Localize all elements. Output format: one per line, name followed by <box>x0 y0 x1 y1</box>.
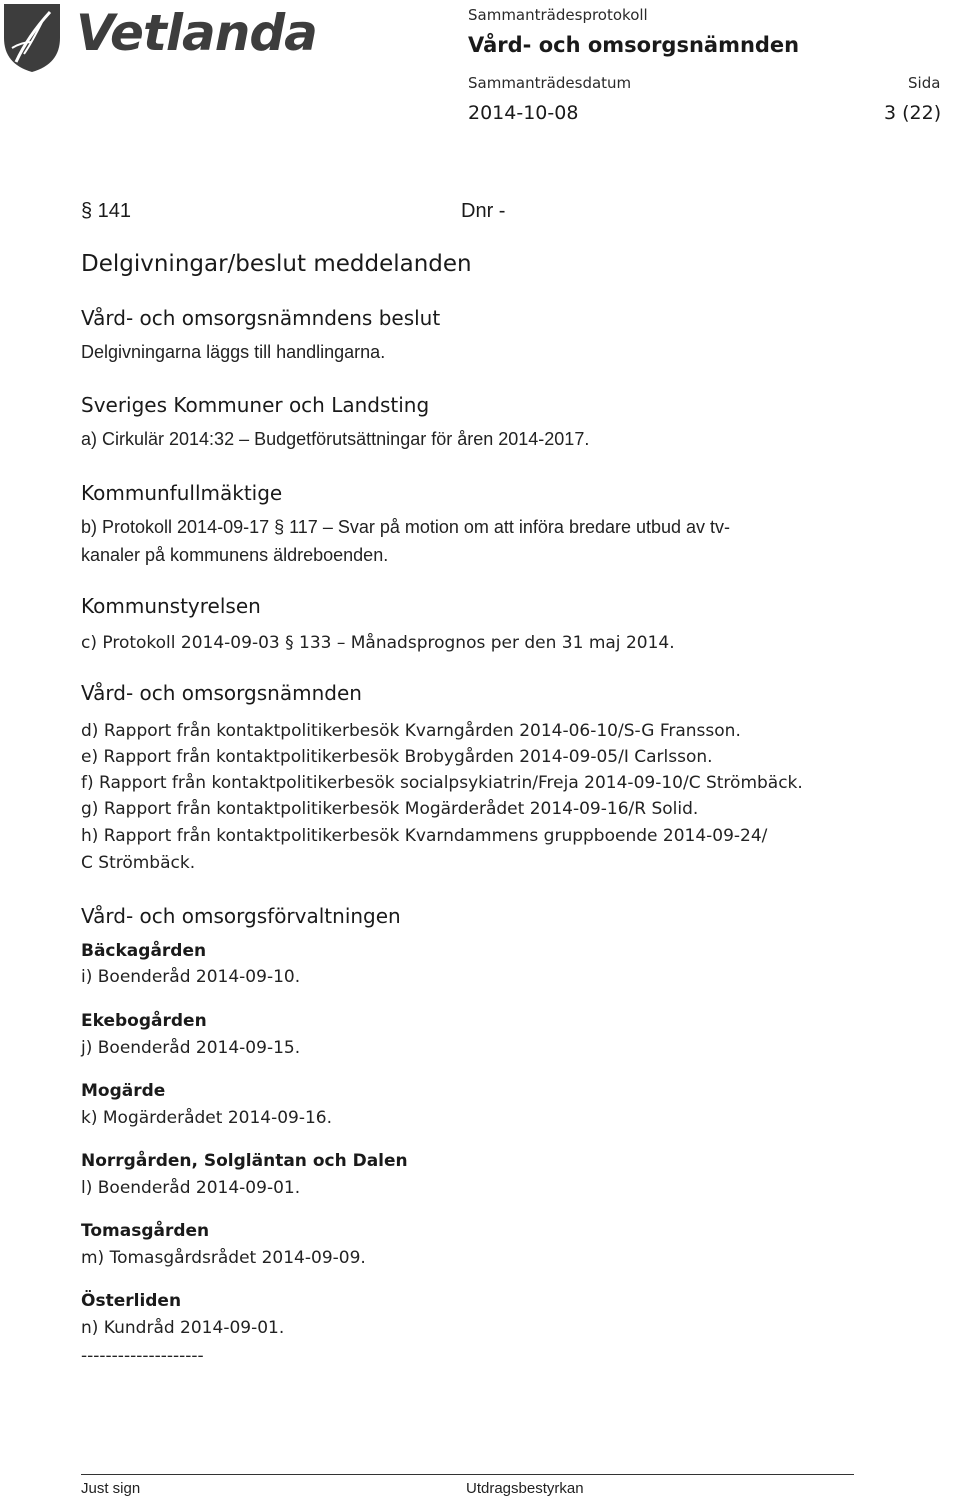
group-name: Österliden <box>81 1291 182 1311</box>
item-a: a) Cirkulär 2014:32 – Budgetförutsättningar för åren 2014-2017. <box>81 429 590 449</box>
date-label: Sammanträdesdatum <box>468 74 632 92</box>
kf-heading: Kommunfullmäktige <box>81 481 283 505</box>
group-name: Norrgården, Solgläntan och Dalen <box>81 1151 408 1171</box>
paragraph-number: § 141 <box>81 200 132 222</box>
item-f: f) Rapport från kontaktpolitikerbesök socialpsykiatrin/Freja 2014-09-10/C Strömbäck. <box>81 773 803 793</box>
just-sign-label: Just sign <box>81 1480 141 1497</box>
vof-heading: Vård- och omsorgsförvaltningen <box>81 904 401 928</box>
group-item: n) Kundråd 2014-09-01. <box>81 1318 285 1338</box>
group-item: m) Tomasgårdsrådet 2014-09-09. <box>81 1248 366 1268</box>
group-name: Ekebogården <box>81 1011 207 1031</box>
group-item: i) Boenderåd 2014-09-10. <box>81 967 301 987</box>
dnr-label: Dnr - <box>461 200 506 222</box>
skl-heading: Sveriges Kommuner och Landsting <box>81 393 430 417</box>
von-heading: Vård- och omsorgsnämnden <box>81 681 362 705</box>
item-b-line2: kanaler på kommunens äldreboenden. <box>81 545 389 565</box>
page-label: Sida <box>908 74 941 92</box>
extract-label: Utdragsbestyrkan <box>466 1480 584 1497</box>
item-c: c) Protokoll 2014-09-03 § 133 – Månadsprognos per den 31 maj 2014. <box>81 633 675 653</box>
doc-type: Sammanträdesprotokoll <box>468 6 648 24</box>
ks-heading: Kommunstyrelsen <box>81 594 261 618</box>
end-marker: -------------------- <box>81 1346 204 1366</box>
group-item: k) Mogärderådet 2014-09-16. <box>81 1108 333 1128</box>
item-d: d) Rapport från kontaktpolitikerbesök Kvarngården 2014-06-10/S-G Fransson. <box>81 721 741 741</box>
group-item: j) Boenderåd 2014-09-15. <box>81 1038 301 1058</box>
group-name: Bäckagården <box>81 941 207 961</box>
group-name: Mogärde <box>81 1081 166 1101</box>
decision-text: Delgivningarna läggs till handlingarna. <box>81 342 386 362</box>
group-name: Tomasgården <box>81 1221 210 1241</box>
committee-name: Vård- och omsorgsnämnden <box>468 33 800 57</box>
item-e: e) Rapport från kontaktpolitikerbesök Brobygården 2014-09-05/I Carlsson. <box>81 747 713 767</box>
logo-emblem <box>2 2 62 74</box>
logo-wordmark: Vetlanda <box>76 4 317 62</box>
item-h-line2: C Strömbäck. <box>81 853 196 873</box>
group-item: l) Boenderåd 2014-09-01. <box>81 1178 301 1198</box>
page-title: Delgivningar/beslut meddelanden <box>81 251 472 277</box>
date-value: 2014-10-08 <box>468 102 579 124</box>
item-g: g) Rapport från kontaktpolitikerbesök Mogärderådet 2014-09-16/R Solid. <box>81 799 699 819</box>
decision-heading: Vård- och omsorgsnämndens beslut <box>81 306 441 330</box>
item-h-line1: h) Rapport från kontaktpolitikerbesök Kvarndammens gruppboende 2014-09-24/ <box>81 826 768 846</box>
page-value: 3 (22) <box>884 102 942 124</box>
footer-divider <box>81 1474 854 1475</box>
item-b-line1: b) Protokoll 2014-09-17 § 117 – Svar på motion om att införa bredare utbud av tv- <box>81 517 731 537</box>
